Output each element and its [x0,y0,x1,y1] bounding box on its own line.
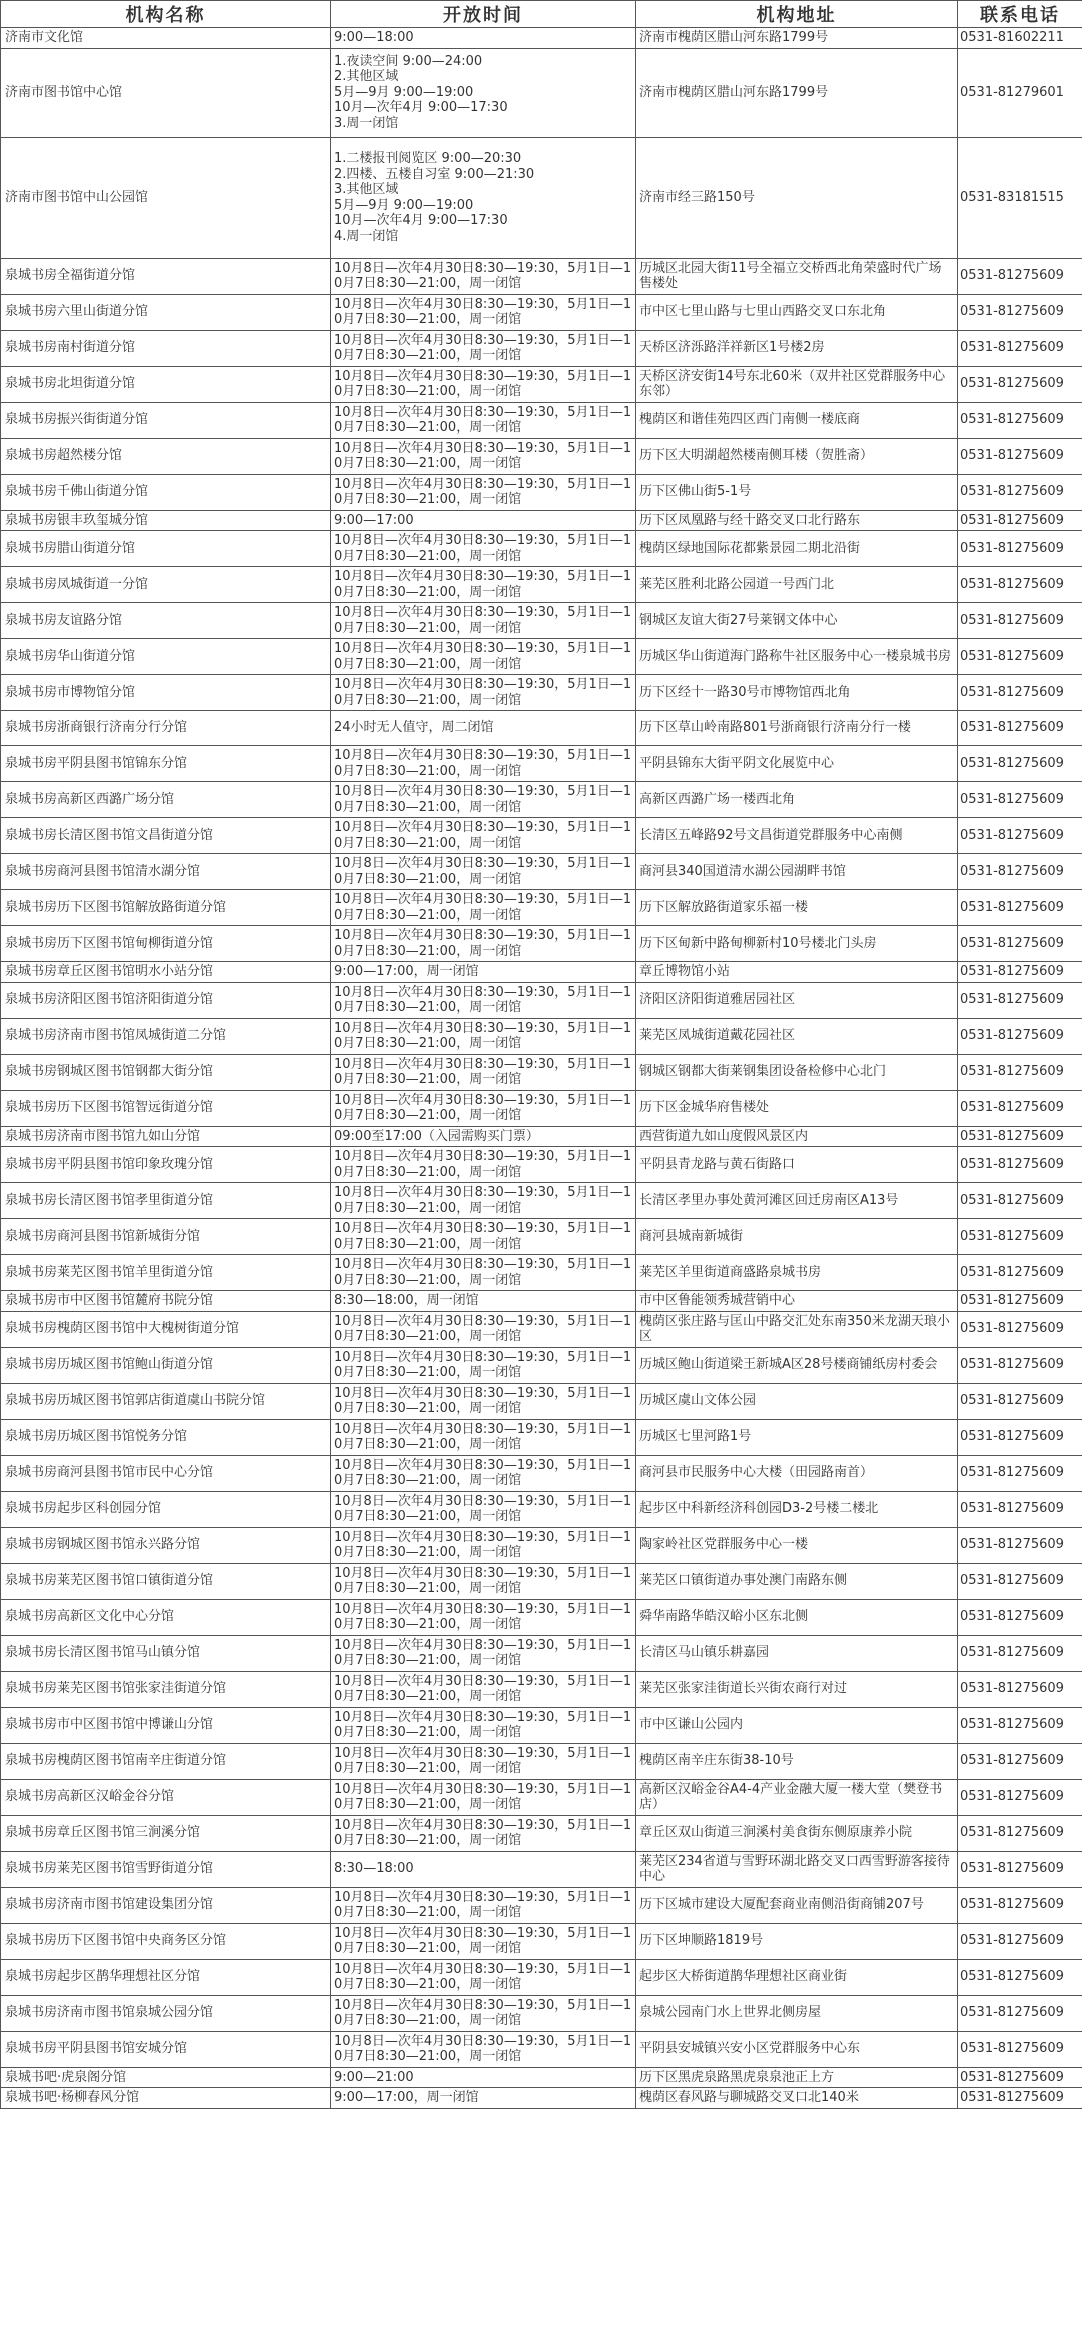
table-row [1,1779,1082,1815]
table-row [1,1147,1082,1183]
table-row [1,890,1082,926]
cell-hours: 9:00—21:00 [331,2067,636,2088]
cell-hours: 10月8日—次年4月30日8:30—19:30，5月1日—10月7日8:30—21:00，周一闭馆 [331,1090,636,1126]
cell-name: 泉城书房六里山街道分馆 [1,294,331,330]
cell-address: 天桥区济泺路洋祥新区1号楼2房 [636,330,958,366]
cell-address: 历下区大明湖超然楼南侧耳楼（贺胜斋） [636,438,958,474]
table-row [1,2067,1082,2088]
cell-hours: 10月8日—次年4月30日8:30—19:30，5月1日—10月7日8:30—21:00，周一闭馆 [331,567,636,603]
table-row [1,746,1082,782]
cell-name: 济南市图书馆中心馆 [1,48,331,137]
cell-phone: 0531-81275609 [958,1054,1082,1090]
cell-name: 泉城书房钢城区图书馆永兴路分馆 [1,1527,331,1563]
cell-address: 历城区虞山文体公园 [636,1383,958,1419]
cell-name: 泉城书房历城区图书馆悦务分馆 [1,1419,331,1455]
cell-phone: 0531-81275609 [958,1255,1082,1291]
cell-name: 泉城书房历下区图书馆解放路街道分馆 [1,890,331,926]
cell-name: 泉城书房商河县图书馆新城街分馆 [1,1219,331,1255]
cell-name: 泉城书房平阴县图书馆印象玫瑰分馆 [1,1147,331,1183]
cell-hours: 10月8日—次年4月30日8:30—19:30，5月1日—10月7日8:30—21:00，周一闭馆 [331,1347,636,1383]
cell-address: 钢城区钢都大街莱钢集团设备检修中心北门 [636,1054,958,1090]
cell-address: 历下区佛山街5-1号 [636,474,958,510]
cell-hours: 10月8日—次年4月30日8:30—19:30，5月1日—10月7日8:30—21:00，周一闭馆 [331,854,636,890]
cell-name: 泉城书房平阴县图书馆安城分馆 [1,2031,331,2067]
cell-phone: 0531-81275609 [958,531,1082,567]
cell-hours: 10月8日—次年4月30日8:30—19:30，5月1日—10月7日8:30—21:00，周一闭馆 [331,1255,636,1291]
table-row [1,1959,1082,1995]
cell-phone: 0531-81275609 [958,438,1082,474]
cell-phone: 0531-81275609 [958,1635,1082,1671]
cell-hours: 10月8日—次年4月30日8:30—19:30，5月1日—10月7日8:30—21:00，周一闭馆 [331,1815,636,1851]
cell-hours: 10月8日—次年4月30日8:30—19:30，5月1日—10月7日8:30—21:00，周一闭馆 [331,1923,636,1959]
cell-phone: 0531-81275609 [958,474,1082,510]
cell-address: 历城区北园大街11号全福立交桥西北角荣盛时代广场售楼处 [636,258,958,294]
cell-hours: 10月8日—次年4月30日8:30—19:30，5月1日—10月7日8:30—21:00，周一闭馆 [331,1491,636,1527]
cell-address: 济南市槐荫区腊山河东路1799号 [636,48,958,137]
cell-hours: 10月8日—次年4月30日8:30—19:30，5月1日—10月7日8:30—21:00，周一闭馆 [331,258,636,294]
table-row [1,510,1082,531]
cell-hours: 10月8日—次年4月30日8:30—19:30，5月1日—10月7日8:30—21:00，周一闭馆 [331,1995,636,2031]
cell-address: 济南市槐荫区腊山河东路1799号 [636,28,958,49]
cell-phone: 0531-81275609 [958,1815,1082,1851]
cell-address: 历下区黑虎泉路黑虎泉泉池正上方 [636,2067,958,2088]
cell-name: 泉城书房济南市图书馆九如山分馆 [1,1126,331,1147]
table-row [1,1183,1082,1219]
cell-address: 历下区解放路街道家乐福一楼 [636,890,958,926]
cell-address: 平阴县青龙路与黄石街路口 [636,1147,958,1183]
table-row [1,1671,1082,1707]
cell-name: 泉城书房济南市图书馆泉城公园分馆 [1,1995,331,2031]
cell-phone: 0531-81275609 [958,782,1082,818]
cell-phone: 0531-83181515 [958,137,1082,258]
table-row [1,1851,1082,1887]
table-row [1,1491,1082,1527]
cell-address: 槐荫区张庄路与匡山中路交汇处东南350米龙湖天琅小区 [636,1311,958,1347]
cell-address: 历下区凤凰路与经十路交叉口北行路东 [636,510,958,531]
cell-address: 章丘博物馆小站 [636,962,958,983]
cell-phone: 0531-81275609 [958,1183,1082,1219]
cell-phone: 0531-81275609 [958,1126,1082,1147]
cell-name: 泉城书房市博物馆分馆 [1,675,331,711]
cell-name: 泉城书房槐荫区图书馆中大槐树街道分馆 [1,1311,331,1347]
cell-phone: 0531-81275609 [958,1923,1082,1959]
cell-name: 泉城书吧·杨柳春风分馆 [1,2088,331,2109]
cell-phone: 0531-81275609 [958,402,1082,438]
table-row [1,474,1082,510]
table-row [1,1018,1082,1054]
cell-phone: 0531-81275609 [958,1743,1082,1779]
cell-hours: 10月8日—次年4月30日8:30—19:30，5月1日—10月7日8:30—21:00，周一闭馆 [331,675,636,711]
cell-name: 泉城书房高新区汉峪金谷分馆 [1,1779,331,1815]
table-row [1,567,1082,603]
cell-name: 泉城书房莱芜区图书馆羊里街道分馆 [1,1255,331,1291]
cell-phone: 0531-81275609 [958,1563,1082,1599]
table-row [1,1887,1082,1923]
cell-phone: 0531-81275609 [958,1455,1082,1491]
cell-phone: 0531-81275609 [958,2031,1082,2067]
cell-phone: 0531-81275609 [958,746,1082,782]
table-row [1,1995,1082,2031]
cell-address: 历下区草山岭南路801号浙商银行济南分行一楼 [636,711,958,746]
cell-name: 泉城书房济南市图书馆建设集团分馆 [1,1887,331,1923]
cell-name: 泉城书房槐荫区图书馆南辛庄街道分馆 [1,1743,331,1779]
cell-phone: 0531-81275609 [958,1018,1082,1054]
cell-hours: 10月8日—次年4月30日8:30—19:30，5月1日—10月7日8:30—21:00，周一闭馆 [331,1599,636,1635]
table-row [1,639,1082,675]
table-row [1,402,1082,438]
cell-hours: 10月8日—次年4月30日8:30—19:30，5月1日—10月7日8:30—21:00，周一闭馆 [331,982,636,1018]
cell-phone: 0531-81275609 [958,1347,1082,1383]
table-row [1,1743,1082,1779]
cell-hours: 24小时无人值守，周二闭馆 [331,711,636,746]
cell-address: 莱芜区张家洼街道长兴街农商行对过 [636,1671,958,1707]
cell-address: 历下区城市建设大厦配套商业南侧沿街商铺207号 [636,1887,958,1923]
cell-phone: 0531-81275609 [958,1491,1082,1527]
cell-phone: 0531-81275609 [958,1707,1082,1743]
cell-phone: 0531-81275609 [958,854,1082,890]
table-row [1,28,1082,49]
cell-address: 章丘区双山街道三涧溪村美食街东侧原康养小院 [636,1815,958,1851]
cell-hours: 10月8日—次年4月30日8:30—19:30，5月1日—10月7日8:30—21:00，周一闭馆 [331,1455,636,1491]
cell-address: 商河县城南新城街 [636,1219,958,1255]
table-row [1,818,1082,854]
cell-hours: 10月8日—次年4月30日8:30—19:30，5月1日—10月7日8:30—21:00，周一闭馆 [331,1887,636,1923]
table-row [1,137,1082,258]
cell-address: 起步区中科新经济科创园D3-2号楼二楼北 [636,1491,958,1527]
cell-name: 泉城书房商河县图书馆清水湖分馆 [1,854,331,890]
cell-name: 泉城书房友谊路分馆 [1,603,331,639]
cell-hours: 10月8日—次年4月30日8:30—19:30，5月1日—10月7日8:30—21:00，周一闭馆 [331,1743,636,1779]
cell-hours: 10月8日—次年4月30日8:30—19:30，5月1日—10月7日8:30—21:00，周一闭馆 [331,1635,636,1671]
table-row [1,1563,1082,1599]
cell-address: 平阴县安城镇兴安小区党群服务中心东 [636,2031,958,2067]
cell-hours: 10月8日—次年4月30日8:30—19:30，5月1日—10月7日8:30—21:00，周一闭馆 [331,1018,636,1054]
cell-phone: 0531-81275609 [958,1851,1082,1887]
cell-address: 槐荫区南辛庄东街38-10号 [636,1743,958,1779]
table-row [1,531,1082,567]
table-row [1,1383,1082,1419]
cell-address: 莱芜区凤城街道戴花园社区 [636,1018,958,1054]
cell-hours: 9:00—17:00，周一闭馆 [331,962,636,983]
table-row [1,366,1082,402]
cell-phone: 0531-81275609 [958,639,1082,675]
cell-hours: 10月8日—次年4月30日8:30—19:30，5月1日—10月7日8:30—21:00，周一闭馆 [331,294,636,330]
cell-name: 泉城书房起步区鹊华理想社区分馆 [1,1959,331,1995]
cell-phone: 0531-81275609 [958,1995,1082,2031]
table-row [1,1635,1082,1671]
cell-name: 泉城书房章丘区图书馆明水小站分馆 [1,962,331,983]
cell-name: 泉城书房华山街道分馆 [1,639,331,675]
cell-phone: 0531-81275609 [958,1887,1082,1923]
cell-hours: 8:30—18:00，周一闭馆 [331,1291,636,1312]
cell-phone: 0531-81275609 [958,1383,1082,1419]
table-row [1,1419,1082,1455]
cell-hours: 10月8日—次年4月30日8:30—19:30，5月1日—10月7日8:30—21:00，周一闭馆 [331,639,636,675]
table-row [1,1527,1082,1563]
cell-hours: 10月8日—次年4月30日8:30—19:30，5月1日—10月7日8:30—21:00，周一闭馆 [331,1563,636,1599]
cell-name: 泉城书房莱芜区图书馆雪野街道分馆 [1,1851,331,1887]
cell-address: 历城区鲍山街道梁王新城A区28号楼商铺纸房村委会 [636,1347,958,1383]
table-row [1,854,1082,890]
table-row [1,1126,1082,1147]
cell-hours: 10月8日—次年4月30日8:30—19:30，5月1日—10月7日8:30—21:00，周一闭馆 [331,1311,636,1347]
table-row [1,1219,1082,1255]
cell-address: 莱芜区234省道与雪野环湖北路交叉口西雪野游客接待中心 [636,1851,958,1887]
cell-name: 泉城书房历城区图书馆郭店街道虞山书院分馆 [1,1383,331,1419]
table-row [1,1815,1082,1851]
cell-address: 济阳区济阳街道雅居园社区 [636,982,958,1018]
table-row [1,2088,1082,2109]
cell-address: 历城区华山街道海门路称牛社区服务中心一楼泉城书房 [636,639,958,675]
cell-hours: 10月8日—次年4月30日8:30—19:30，5月1日—10月7日8:30—21:00，周一闭馆 [331,1219,636,1255]
table-row [1,258,1082,294]
cell-address: 市中区鲁能领秀城营销中心 [636,1291,958,1312]
cell-name: 泉城书房市中区图书馆麓府书院分馆 [1,1291,331,1312]
cell-hours: 10月8日—次年4月30日8:30—19:30，5月1日—10月7日8:30—21:00，周一闭馆 [331,782,636,818]
cell-hours: 10月8日—次年4月30日8:30—19:30，5月1日—10月7日8:30—21:00，周一闭馆 [331,474,636,510]
table-row [1,962,1082,983]
table-row [1,675,1082,711]
cell-hours: 10月8日—次年4月30日8:30—19:30，5月1日—10月7日8:30—21:00，周一闭馆 [331,818,636,854]
cell-hours: 10月8日—次年4月30日8:30—19:30，5月1日—10月7日8:30—21:00，周一闭馆 [331,2031,636,2067]
cell-phone: 0531-81275609 [958,1779,1082,1815]
cell-hours: 10月8日—次年4月30日8:30—19:30，5月1日—10月7日8:30—21:00，周一闭馆 [331,746,636,782]
cell-name: 泉城书房浙商银行济南分行分馆 [1,711,331,746]
cell-name: 泉城书房历下区图书馆中央商务区分馆 [1,1923,331,1959]
table-row [1,1255,1082,1291]
cell-phone: 0531-81275609 [958,366,1082,402]
cell-address: 莱芜区羊里街道商盛路泉城书房 [636,1255,958,1291]
cell-address: 槐荫区绿地国际花都紫景园二期北沿街 [636,531,958,567]
cell-address: 市中区七里山路与七里山西路交叉口东北角 [636,294,958,330]
cell-hours: 10月8日—次年4月30日8:30—19:30，5月1日—10月7日8:30—21:00，周一闭馆 [331,890,636,926]
cell-hours: 1.夜读空间 9:00—24:00 2.其他区域 5月—9月 9:00—19:00 10月—次年4月 9:00—17:30 3.周一闭馆 [331,48,636,137]
table-row [1,982,1082,1018]
cell-address: 历下区甸新中路甸柳新村10号楼北门头房 [636,926,958,962]
cell-phone: 0531-81275609 [958,1311,1082,1347]
cell-phone: 0531-81275609 [958,962,1082,983]
table-row [1,711,1082,746]
header-hours: 开放时间 [331,1,636,28]
cell-phone: 0531-81275609 [958,890,1082,926]
cell-name: 泉城书房长清区图书馆文昌街道分馆 [1,818,331,854]
cell-phone: 0531-81275609 [958,1959,1082,1995]
cell-phone: 0531-81275609 [958,926,1082,962]
cell-hours: 9:00—18:00 [331,28,636,49]
cell-phone: 0531-81275609 [958,258,1082,294]
header-address: 机构地址 [636,1,958,28]
cell-name: 泉城书房千佛山街道分馆 [1,474,331,510]
cell-phone: 0531-81275609 [958,330,1082,366]
cell-hours: 9:00—17:00，周一闭馆 [331,2088,636,2109]
cell-hours: 09:00至17:00（入园需购买门票） [331,1126,636,1147]
cell-address: 高新区西潞广场一楼西北角 [636,782,958,818]
table-row [1,438,1082,474]
cell-name: 泉城书房长清区图书馆孝里街道分馆 [1,1183,331,1219]
cell-address: 长清区五峰路92号文昌街道党群服务中心南侧 [636,818,958,854]
cell-name: 泉城书房济阳区图书馆济阳街道分馆 [1,982,331,1018]
cell-phone: 0531-81279601 [958,48,1082,137]
cell-phone: 0531-81275609 [958,294,1082,330]
cell-phone: 0531-81275609 [958,1291,1082,1312]
cell-phone: 0531-81275609 [958,567,1082,603]
cell-name: 济南市图书馆中山公园馆 [1,137,331,258]
cell-address: 历下区坤顺路1819号 [636,1923,958,1959]
cell-address: 历下区金城华府售楼处 [636,1090,958,1126]
cell-hours: 9:00—17:00 [331,510,636,531]
cell-phone: 0531-81275609 [958,2067,1082,2088]
cell-phone: 0531-81275609 [958,982,1082,1018]
cell-phone: 0531-81275609 [958,1419,1082,1455]
cell-phone: 0531-81275609 [958,510,1082,531]
cell-address: 舜华南路华皓汉峪小区东北侧 [636,1599,958,1635]
table-row [1,1599,1082,1635]
cell-hours: 10月8日—次年4月30日8:30—19:30，5月1日—10月7日8:30—21:00，周一闭馆 [331,1671,636,1707]
cell-name: 泉城书房商河县图书馆市民中心分馆 [1,1455,331,1491]
cell-name: 泉城书房全福街道分馆 [1,258,331,294]
cell-hours: 1.二楼报刊阅览区 9:00—20:30 2.四楼、五楼自习室 9:00—21:30 3.其他区域 5月—9月 9:00—19:00 10月—次年4月 9:00—17:30 4.周一闭馆 [331,137,636,258]
table-row [1,782,1082,818]
cell-name: 泉城书房钢城区图书馆钢都大街分馆 [1,1054,331,1090]
table-row [1,1291,1082,1312]
cell-hours: 10月8日—次年4月30日8:30—19:30，5月1日—10月7日8:30—21:00，周一闭馆 [331,1383,636,1419]
table-row [1,330,1082,366]
table-row [1,1707,1082,1743]
cell-hours: 10月8日—次年4月30日8:30—19:30，5月1日—10月7日8:30—21:00，周一闭馆 [331,1054,636,1090]
table-row [1,48,1082,137]
cell-phone: 0531-81275609 [958,1599,1082,1635]
table-row [1,1311,1082,1347]
cell-address: 槐荫区春风路与聊城路交叉口北140米 [636,2088,958,2109]
cell-name: 泉城书房市中区图书馆中博谦山分馆 [1,1707,331,1743]
cell-hours: 10月8日—次年4月30日8:30—19:30，5月1日—10月7日8:30—21:00，周一闭馆 [331,1183,636,1219]
cell-phone: 0531-81275609 [958,1219,1082,1255]
cell-hours: 10月8日—次年4月30日8:30—19:30，5月1日—10月7日8:30—21:00，周一闭馆 [331,1707,636,1743]
cell-address: 陶家岭社区党群服务中心一楼 [636,1527,958,1563]
table-row [1,1347,1082,1383]
cell-name: 泉城书房北坦街道分馆 [1,366,331,402]
cell-name: 泉城书房超然楼分馆 [1,438,331,474]
cell-hours: 10月8日—次年4月30日8:30—19:30，5月1日—10月7日8:30—21:00，周一闭馆 [331,1959,636,1995]
cell-hours: 10月8日—次年4月30日8:30—19:30，5月1日—10月7日8:30—21:00，周一闭馆 [331,366,636,402]
cell-address: 长清区马山镇乐耕嘉园 [636,1635,958,1671]
table-row [1,294,1082,330]
table-row [1,2031,1082,2067]
cell-name: 泉城书房历下区图书馆甸柳街道分馆 [1,926,331,962]
header-row [1,1,1082,28]
table-body [1,28,1082,2109]
cell-name: 泉城书房腊山街道分馆 [1,531,331,567]
cell-address: 莱芜区胜利北路公园道一号西门北 [636,567,958,603]
cell-name: 泉城书房起步区科创园分馆 [1,1491,331,1527]
table-row [1,1054,1082,1090]
cell-name: 泉城书房高新区文化中心分馆 [1,1599,331,1635]
cell-phone: 0531-81275609 [958,675,1082,711]
cell-name: 泉城书房历下区图书馆智远街道分馆 [1,1090,331,1126]
cell-hours: 10月8日—次年4月30日8:30—19:30，5月1日—10月7日8:30—21:00，周一闭馆 [331,531,636,567]
table-row [1,1455,1082,1491]
table-row [1,603,1082,639]
cell-name: 泉城书吧·虎泉阁分馆 [1,2067,331,2088]
cell-name: 泉城书房章丘区图书馆三涧溪分馆 [1,1815,331,1851]
cell-address: 起步区大桥街道鹊华理想社区商业街 [636,1959,958,1995]
table-row [1,1090,1082,1126]
cell-name: 泉城书房凤城街道一分馆 [1,567,331,603]
table-row [1,1923,1082,1959]
cell-phone: 0531-81275609 [958,1147,1082,1183]
cell-phone: 0531-81275609 [958,603,1082,639]
cell-address: 天桥区济安街14号东北60米（双井社区党群服务中心东邻） [636,366,958,402]
cell-address: 高新区汉峪金谷A4-4产业金融大厦一楼大堂（樊登书店） [636,1779,958,1815]
cell-name: 泉城书房莱芜区图书馆张家洼街道分馆 [1,1671,331,1707]
cell-address: 西营街道九如山度假风景区内 [636,1126,958,1147]
cell-hours: 10月8日—次年4月30日8:30—19:30，5月1日—10月7日8:30—21:00，周一闭馆 [331,1147,636,1183]
cell-address: 钢城区友谊大街27号莱钢文体中心 [636,603,958,639]
cell-name: 泉城书房高新区西潞广场分馆 [1,782,331,818]
cell-address: 市中区谦山公园内 [636,1707,958,1743]
cell-hours: 10月8日—次年4月30日8:30—19:30，5月1日—10月7日8:30—21:00，周一闭馆 [331,402,636,438]
cell-address: 槐荫区和谐佳苑四区西门南侧一楼底商 [636,402,958,438]
cell-phone: 0531-81275609 [958,711,1082,746]
cell-hours: 10月8日—次年4月30日8:30—19:30，5月1日—10月7日8:30—21:00，周一闭馆 [331,926,636,962]
cell-hours: 10月8日—次年4月30日8:30—19:30，5月1日—10月7日8:30—21:00，周一闭馆 [331,438,636,474]
cell-phone: 0531-81275609 [958,818,1082,854]
cell-name: 泉城书房济南市图书馆凤城街道二分馆 [1,1018,331,1054]
cell-name: 泉城书房南村街道分馆 [1,330,331,366]
cell-name: 泉城书房历城区图书馆鲍山街道分馆 [1,1347,331,1383]
cell-hours: 10月8日—次年4月30日8:30—19:30，5月1日—10月7日8:30—21:00，周一闭馆 [331,1779,636,1815]
cell-phone: 0531-81275609 [958,2088,1082,2109]
cell-address: 泉城公园南门水上世界北侧房屋 [636,1995,958,2031]
cell-phone: 0531-81275609 [958,1671,1082,1707]
cell-address: 商河县340国道清水湖公园湖畔书馆 [636,854,958,890]
cell-phone: 0531-81275609 [958,1527,1082,1563]
cell-name: 泉城书房振兴街街道分馆 [1,402,331,438]
cell-address: 平阴县锦东大街平阴文化展览中心 [636,746,958,782]
cell-address: 历城区七里河路1号 [636,1419,958,1455]
cell-phone: 0531-81602211 [958,28,1082,49]
cell-address: 莱芜区口镇街道办事处澳门南路东侧 [636,1563,958,1599]
cell-name: 济南市文化馆 [1,28,331,49]
cell-phone: 0531-81275609 [958,1090,1082,1126]
cell-hours: 10月8日—次年4月30日8:30—19:30，5月1日—10月7日8:30—21:00，周一闭馆 [331,1527,636,1563]
cell-address: 长清区孝里办事处黄河滩区回迁房南区A13号 [636,1183,958,1219]
cell-name: 泉城书房莱芜区图书馆口镇街道分馆 [1,1563,331,1599]
cell-name: 泉城书房平阴县图书馆锦东分馆 [1,746,331,782]
cell-address: 济南市经三路150号 [636,137,958,258]
header-phone: 联系电话 [958,1,1082,28]
header-name: 机构名称 [1,1,331,28]
cell-hours: 10月8日—次年4月30日8:30—19:30，5月1日—10月7日8:30—21:00，周一闭馆 [331,1419,636,1455]
cell-name: 泉城书房长清区图书馆马山镇分馆 [1,1635,331,1671]
cell-hours: 10月8日—次年4月30日8:30—19:30，5月1日—10月7日8:30—21:00，周一闭馆 [331,603,636,639]
cell-hours: 8:30—18:00 [331,1851,636,1887]
table-row [1,926,1082,962]
cell-address: 商河县市民服务中心大楼（田园路南首） [636,1455,958,1491]
cell-address: 历下区经十一路30号市博物馆西北角 [636,675,958,711]
cell-name: 泉城书房银丰玖玺城分馆 [1,510,331,531]
cell-hours: 10月8日—次年4月30日8:30—19:30，5月1日—10月7日8:30—21:00，周一闭馆 [331,330,636,366]
